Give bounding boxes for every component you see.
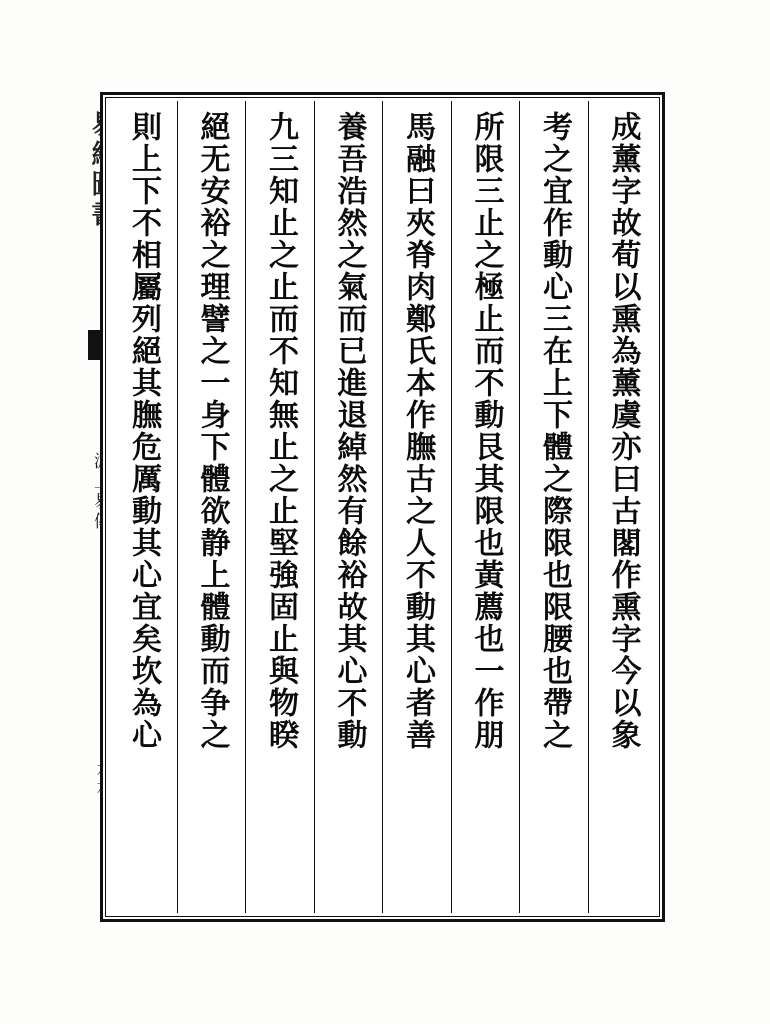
text-column — [382, 101, 451, 913]
column-text: 成薰字故荀以熏為薰虞亦曰古閣作熏字今以象 — [605, 111, 641, 751]
text-block-frame — [100, 92, 665, 922]
text-column — [451, 101, 520, 913]
text-column — [588, 101, 657, 913]
text-column — [519, 101, 588, 913]
text-column — [314, 101, 383, 913]
column-text: 則上下不相屬列絕其膴危厲動其心宜矣坎為心 — [126, 111, 162, 751]
text-column — [109, 101, 177, 913]
column-text: 考之宜作動心三在上下體之際限也限腰也帶之 — [537, 111, 573, 751]
column-text: 馬融曰夾脊肉鄭氏本作膴古之人不動其心者善 — [400, 111, 436, 751]
column-text: 九三知止之止而不知無止之止堅強固止與物睽 — [263, 111, 299, 751]
column-text: 養吾浩然之氣而已進退綽然有餘裕故其心不動 — [331, 111, 367, 751]
text-column — [177, 101, 246, 913]
column-text: 所限三止之極止而不動艮其限也黃薦也一作朋 — [468, 111, 504, 751]
column-text: 絕无安裕之理譬之一身下體欲静上體動而争之 — [194, 111, 230, 751]
text-columns — [109, 101, 656, 913]
text-column — [245, 101, 314, 913]
